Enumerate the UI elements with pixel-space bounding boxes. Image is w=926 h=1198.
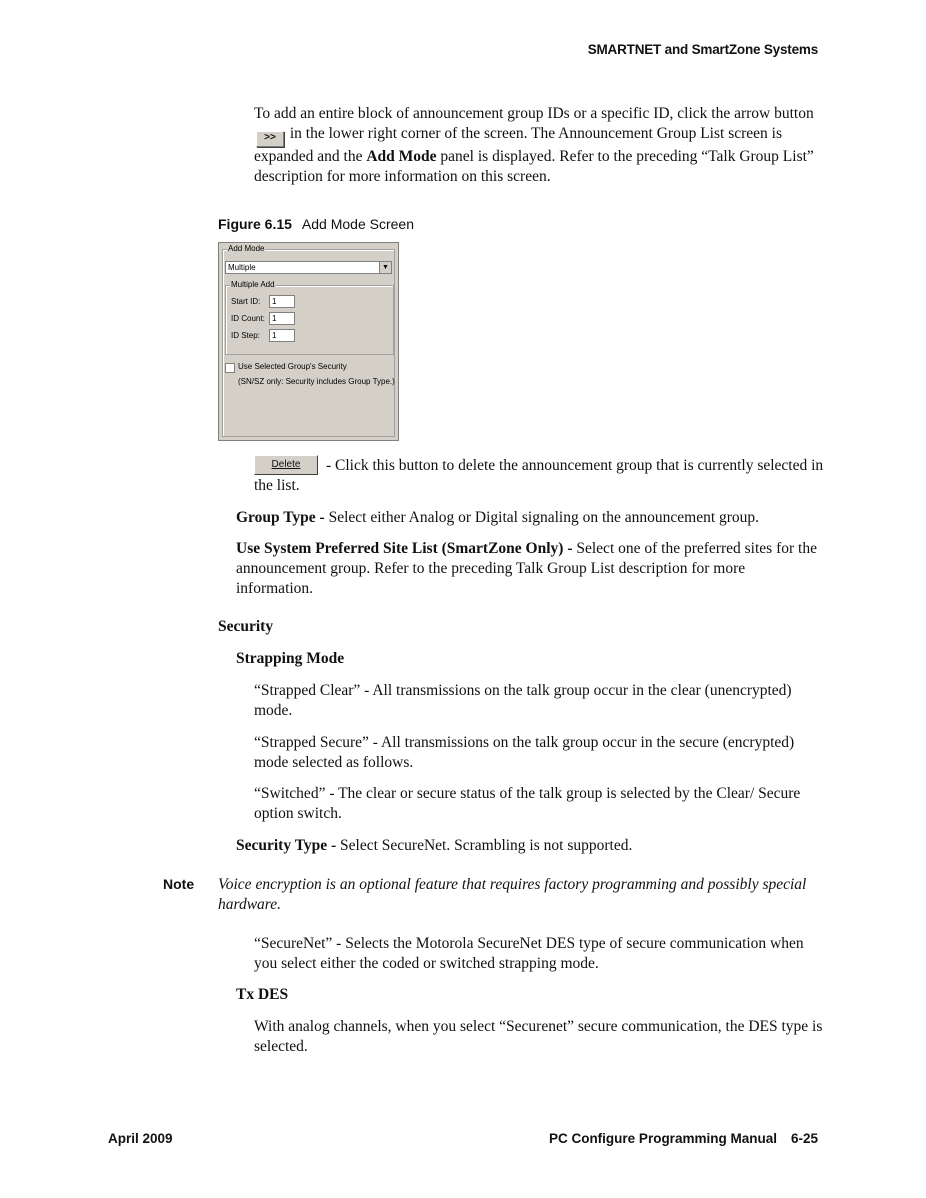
id-step-label: ID Step: — [231, 331, 260, 340]
figure-number: Figure 6.15 — [218, 216, 292, 232]
site-list-paragraph — [236, 539, 826, 599]
tx-des-paragraph: With analog channels, when you select “Securenet” secure communication, the DES type is selected. — [254, 1018, 823, 1055]
security-type-text: Select SecureNet. Scrambling is not supported. — [340, 837, 633, 854]
figure-caption — [218, 216, 414, 232]
footer-page-number: 6-25 — [790, 1131, 818, 1146]
id-count-input[interactable]: 1 — [269, 312, 295, 325]
strapping-mode-heading: Strapping Mode — [236, 650, 345, 667]
strapped-secure-paragraph: “Strapped Secure” - All transmissions on the talk group occur in the secure (encrypted) mode selected as follows. — [254, 734, 795, 771]
use-selected-security-label: Use Selected Group's Security — [238, 362, 347, 371]
strapped-clear-paragraph: “Strapped Clear” - All transmissions on the talk group occur in the clear (unencrypted) mode. — [254, 682, 792, 719]
intro-text-2: in the lower right corner of the screen. The Announcement Group List screen is expanded and the — [254, 125, 782, 165]
expand-arrow-button-icon: >> — [256, 131, 284, 147]
note-label: Note — [163, 876, 195, 892]
add-mode-select[interactable] — [225, 261, 392, 274]
intro-bold-term: Add Mode — [366, 148, 437, 165]
figure-title: Add Mode Screen — [301, 216, 414, 232]
note-text: Voice encryption is an optional feature that requires factory programming and possibly special hardware. — [218, 876, 807, 913]
start-id-label: Start ID: — [231, 297, 261, 306]
intro-text-3: panel is displayed. Refer to the preceding “Talk Group List” description for more information on this screen. — [254, 148, 814, 185]
site-list-term: Use System Preferred Site List (SmartZone Only) - — [236, 540, 573, 557]
footer-date: April 2009 — [108, 1131, 173, 1146]
footer-right — [549, 1131, 818, 1146]
delete-paragraph: - Click this button to delete the announcement group that is currently selected in the list. — [254, 457, 824, 494]
switched-paragraph: “Switched” - The clear or secure status of the talk group is selected by the Clear/ Secure option switch. — [254, 785, 801, 822]
page-header-title: SMARTNET and SmartZone Systems — [587, 42, 818, 57]
intro-text-1: To add an entire block of announcement group IDs or a specific ID, click the arrow button — [254, 105, 814, 122]
securenet-paragraph: “SecureNet” - Selects the Motorola SecureNet DES type of secure communication when you select either the coded or switched strapping mode. — [254, 935, 804, 972]
security-type-term: Security Type - — [236, 837, 337, 854]
id-step-input[interactable]: 1 — [269, 329, 295, 342]
security-heading: Security — [218, 618, 274, 635]
group-type-paragraph — [236, 508, 826, 528]
tx-des-heading: Tx DES — [236, 986, 289, 1003]
multiple-add-legend: Multiple Add — [231, 280, 275, 289]
add-mode-value: Multiple — [228, 263, 256, 272]
id-count-label: ID Count: — [231, 314, 265, 323]
security-type-paragraph — [236, 836, 826, 856]
group-type-text: Select either Analog or Digital signaling on the announcement group. — [328, 509, 760, 526]
add-mode-dialog — [218, 242, 399, 441]
security-note: (SN/SZ only: Security includes Group Type.) — [238, 377, 395, 386]
start-id-input[interactable]: 1 — [269, 295, 295, 308]
chevron-down-icon[interactable]: ▼ — [379, 262, 391, 273]
delete-button[interactable] — [254, 455, 318, 475]
site-list-text: Select one of the preferred sites for the announcement group. Refer to the preceding Talk Group List description for more information. — [236, 540, 817, 597]
add-mode-legend: Add Mode — [228, 244, 265, 253]
delete-button-label: Delete — [271, 459, 301, 470]
use-selected-security-checkbox[interactable] — [225, 363, 235, 373]
intro-paragraph — [254, 104, 824, 187]
footer-manual-title: PC Configure Programming Manual — [548, 1131, 777, 1146]
group-type-term: Group Type - — [236, 509, 325, 526]
